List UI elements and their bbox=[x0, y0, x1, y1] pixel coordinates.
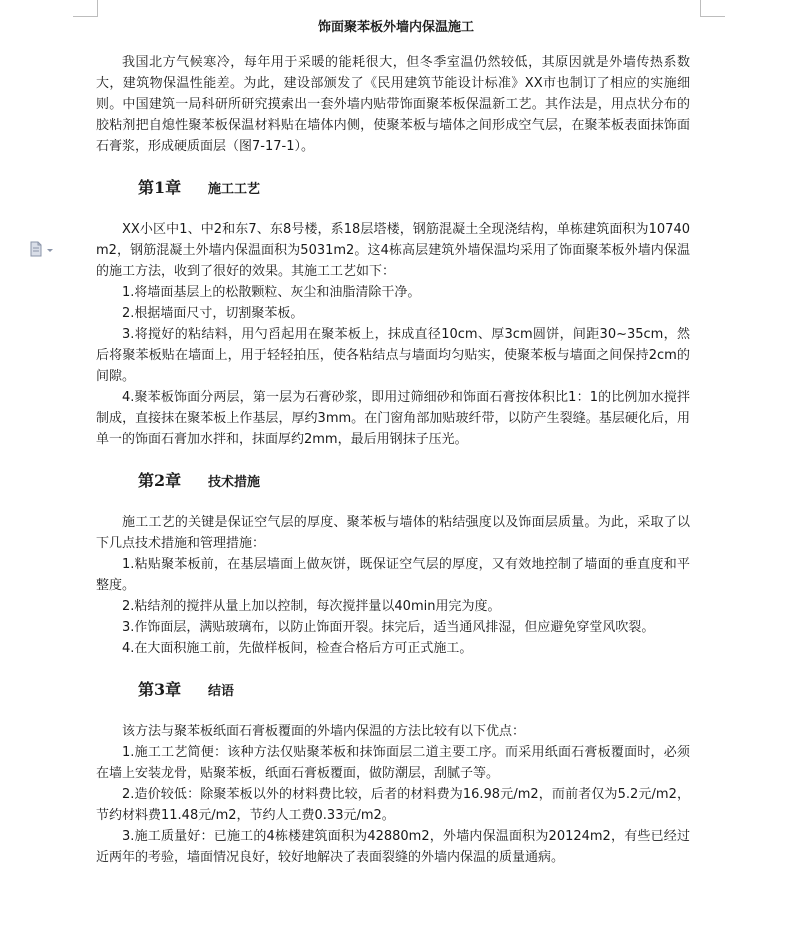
chapter-intro: XX小区中1、中2和东7、东8号楼，系18层塔楼，钢筋混凝土全现浇结构，单栋建筑面积为10740m2，钢筋混凝土外墙内保温面积为5031m2。这4栋高层建筑外墙保温均采用了饰面聚苯板外墙内保温的施工方法，收到了很好的效果。其施工工艺如下： bbox=[96, 222, 690, 279]
list-item: 3.施工质量好：已施工的4栋楼建筑面积为42880m2，外墙内保温面积为20124m2，有些已经过近两年的考验，墙面情况良好，较好地解决了表面裂缝的外墙内保温的质量通病。 bbox=[96, 829, 690, 865]
chapter-intro: 施工工艺的关键是保证空气层的厚度、聚苯板与墙体的粘结强度以及饰面层质量。为此，采取了以下几点技术措施和管理措施： bbox=[96, 515, 690, 551]
list-item: 1.将墙面基层上的松散颗粒、灰尘和油脂清除干净。 bbox=[122, 285, 421, 300]
chapter-name: 结语 bbox=[208, 684, 235, 699]
document-title: 饰面聚苯板外墙内保温施工 bbox=[317, 20, 474, 35]
chapter-heading bbox=[96, 450, 690, 512]
chapter-intro: 该方法与聚苯板纸面石膏板覆面的外墙内保温的方法比较有以下优点： bbox=[122, 724, 526, 739]
chapter-number: 第3章 bbox=[138, 680, 182, 699]
list-item: 2.根据墙面尺寸，切割聚苯板。 bbox=[122, 306, 304, 321]
chapter-name: 施工工艺 bbox=[208, 182, 261, 197]
intro-paragraph: 我国北方气候寒冷，每年用于采暖的能耗很大，但冬季室温仍然较低，其原因就是外墙传热系数大，建筑物保温性能差。为此，建设部颁发了《民用建筑节能设计标准》XX市也制订了相应的实施细则。中国建筑一局科研所研究摸索出一套外墙内贴带饰面聚苯板保温新工艺。其作法是，用点状分布的胶粘剂把自熄性聚苯板保温材料贴在墙体内侧，使聚苯板与墙体之间形成空气层，在聚苯板表面抹饰面石膏浆，形成硬质面层（图7-17-1）。 bbox=[96, 55, 690, 154]
chapter-2 bbox=[96, 450, 690, 659]
document-icon[interactable] bbox=[30, 241, 56, 257]
document-page bbox=[96, 14, 690, 868]
chapter-heading bbox=[96, 659, 690, 721]
list-item: 2.造价较低：除聚苯板以外的材料费比较，后者的材料费为16.98元/m2，而前者仅为5.2元/m2，节约材料费11.48元/m2，节约人工费0.33元/m2。 bbox=[96, 787, 690, 823]
page-corner-mark-right bbox=[700, 0, 725, 17]
list-item: 2.粘结剂的搅拌从量上加以控制，每次搅拌量以40min用完为度。 bbox=[122, 599, 501, 614]
page-corner-mark-left bbox=[73, 0, 98, 17]
chapter-name: 技术措施 bbox=[208, 475, 261, 490]
chapter-number: 第1章 bbox=[138, 178, 182, 197]
list-item: 4.在大面积施工前，先做样板间，检查合格后方可正式施工。 bbox=[122, 641, 473, 656]
list-item: 3.作饰面层，满贴玻璃布，以防止饰面开裂。抹完后，适当通风排湿，但应避免穿堂风吹裂。 bbox=[122, 620, 655, 635]
list-item: 1.施工工艺简便：该种方法仅贴聚苯板和抹饰面层二道主要工序。而采用纸面石膏板覆面时，必须在墙上安装龙骨，贴聚苯板，纸面石膏板覆面，做防潮层，刮腻子等。 bbox=[96, 745, 690, 781]
chapter-1 bbox=[96, 157, 690, 450]
chapter-number: 第2章 bbox=[138, 471, 182, 490]
list-item: 1.粘贴聚苯板前，在基层墙面上做灰饼，既保证空气层的厚度，又有效地控制了墙面的垂直度和平整度。 bbox=[96, 557, 690, 593]
chapter-heading bbox=[96, 157, 690, 219]
list-item: 3.将搅好的粘结料，用勺舀起用在聚苯板上，抹成直径10cm、厚3cm圆饼，间距30~35cm，然后将聚苯板贴在墙面上，用于轻轻拍压，使各粘结点与墙面均匀贴实，使聚苯板与墙面之间保持2cm的间隙。 bbox=[96, 327, 690, 384]
chapter-3 bbox=[96, 659, 690, 868]
list-item: 4.聚苯板饰面分两层，第一层为石膏砂浆，即用过筛细砂和饰面石膏按体积比1：1的比例加水搅拌制成，直接抹在聚苯板上作基层，厚约3mm。在门窗角部加贴玻纤带，以防产生裂缝。基层硬化后，用单一的饰面石膏加水拌和，抹面厚约2mm，最后用钢抹子压光。 bbox=[96, 390, 690, 447]
